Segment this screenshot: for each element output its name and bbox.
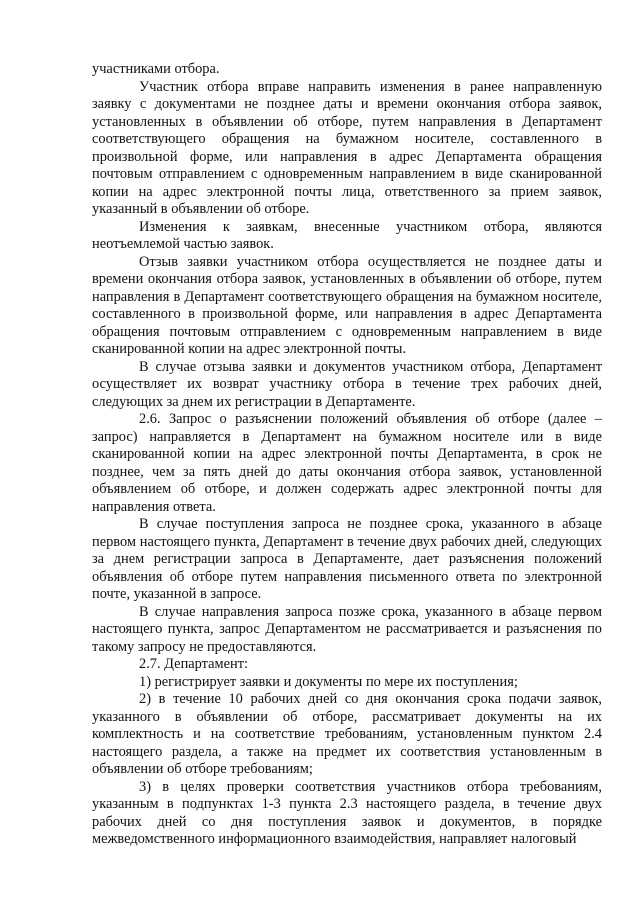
list-item-1: 1) регистрирует заявки и документы по мере их поступления; (139, 673, 518, 690)
list-item-3: 3) в целях проверки соответствия участников отбора требованиям, указанным в подпунктах 1-3 пункта 2.3 настоящего раздела, в течение двух рабочих дней со дня поступления заявок и документов, в порядке межведомственного информационного взаимодействия, направляет налоговый (92, 778, 602, 847)
paragraph-changes-integral: Изменения к заявкам, внесенные участником отбора, являются неотъемлемой частью заявок. (92, 218, 602, 252)
paragraph-request-timely: В случае поступления запроса не позднее срока, указанного в абзаце первом настоящего пункта, Департамент в течение двух рабочих дней, следующих за днем регистрации запроса в Департаменте, дает разъяснения положений объявления об отборе путем направления письменного ответа по электронной почте, указанной в запросе. (92, 516, 602, 602)
paragraph-application-changes: Участник отбора вправе направить изменения в ранее направленную заявку с документами не позднее даты и времени окончания отбора заявок, установленных в объявлении об отборе, путем направления в Департамент соответствующего обращения на бумажном носителе, составленного в произвольной форме, или направления в адрес Департамента обращения почтовым отправлением с одновременным направлением в виде сканированной копии на адрес электронной почты лица, ответственного за прием заявок, указанный в объявлении об отборе. (92, 78, 602, 217)
paragraph-2-7-heading: 2.7. Департамент: (139, 656, 248, 672)
paragraph-request-late: В случае направления запроса позже срока, указанного в абзаце первом настоящего пункта, запрос Департаментом не рассматривается и разъяснения по такому запросу не предоставляются. (92, 603, 602, 655)
list-item-2: 2) в течение 10 рабочих дней со дня окончания срока подачи заявок, указанного в объявлении об отборе, рассматривает документы на их комплектность и на соответствие требованиям, установленным пунктом 2.4 настоящего раздела, а также на предмет их соответствия установленным в объявлении об отборе требованиям; (92, 691, 602, 777)
paragraph-application-withdrawal: Отзыв заявки участником отбора осуществляется не позднее даты и времени окончания отбора заявок, установленных в объявлении об отборе, путем направления в Департамент соответствующего обращения на бумажном носителе, составленного в произвольной форме, или направления в адрес Департамента обращения почтовым отправлением с одновременным направлением в виде сканированной копии на адрес электронной почты. (92, 253, 602, 357)
paragraph-withdrawal-return: В случае отзыва заявки и документов участником отбора, Департамент осуществляет их возврат участнику отбора в течение трех рабочих дней, следующих за днем их регистрации в Департаменте. (92, 358, 602, 410)
paragraph-continuation: участниками отбора. (92, 61, 220, 77)
paragraph-2-6-request: 2.6. Запрос о разъяснении положений объявления об отборе (далее – запрос) направляется в Департамент на бумажном носителе или в виде сканированной копии на адрес электронной почты Департамента, в срок не позднее, чем за пять дней до даты окончания отбора заявок, установленной объявлением об отборе, и должен содержать адрес электронной почты для направления ответа. (92, 411, 602, 515)
document-page (92, 61, 602, 849)
